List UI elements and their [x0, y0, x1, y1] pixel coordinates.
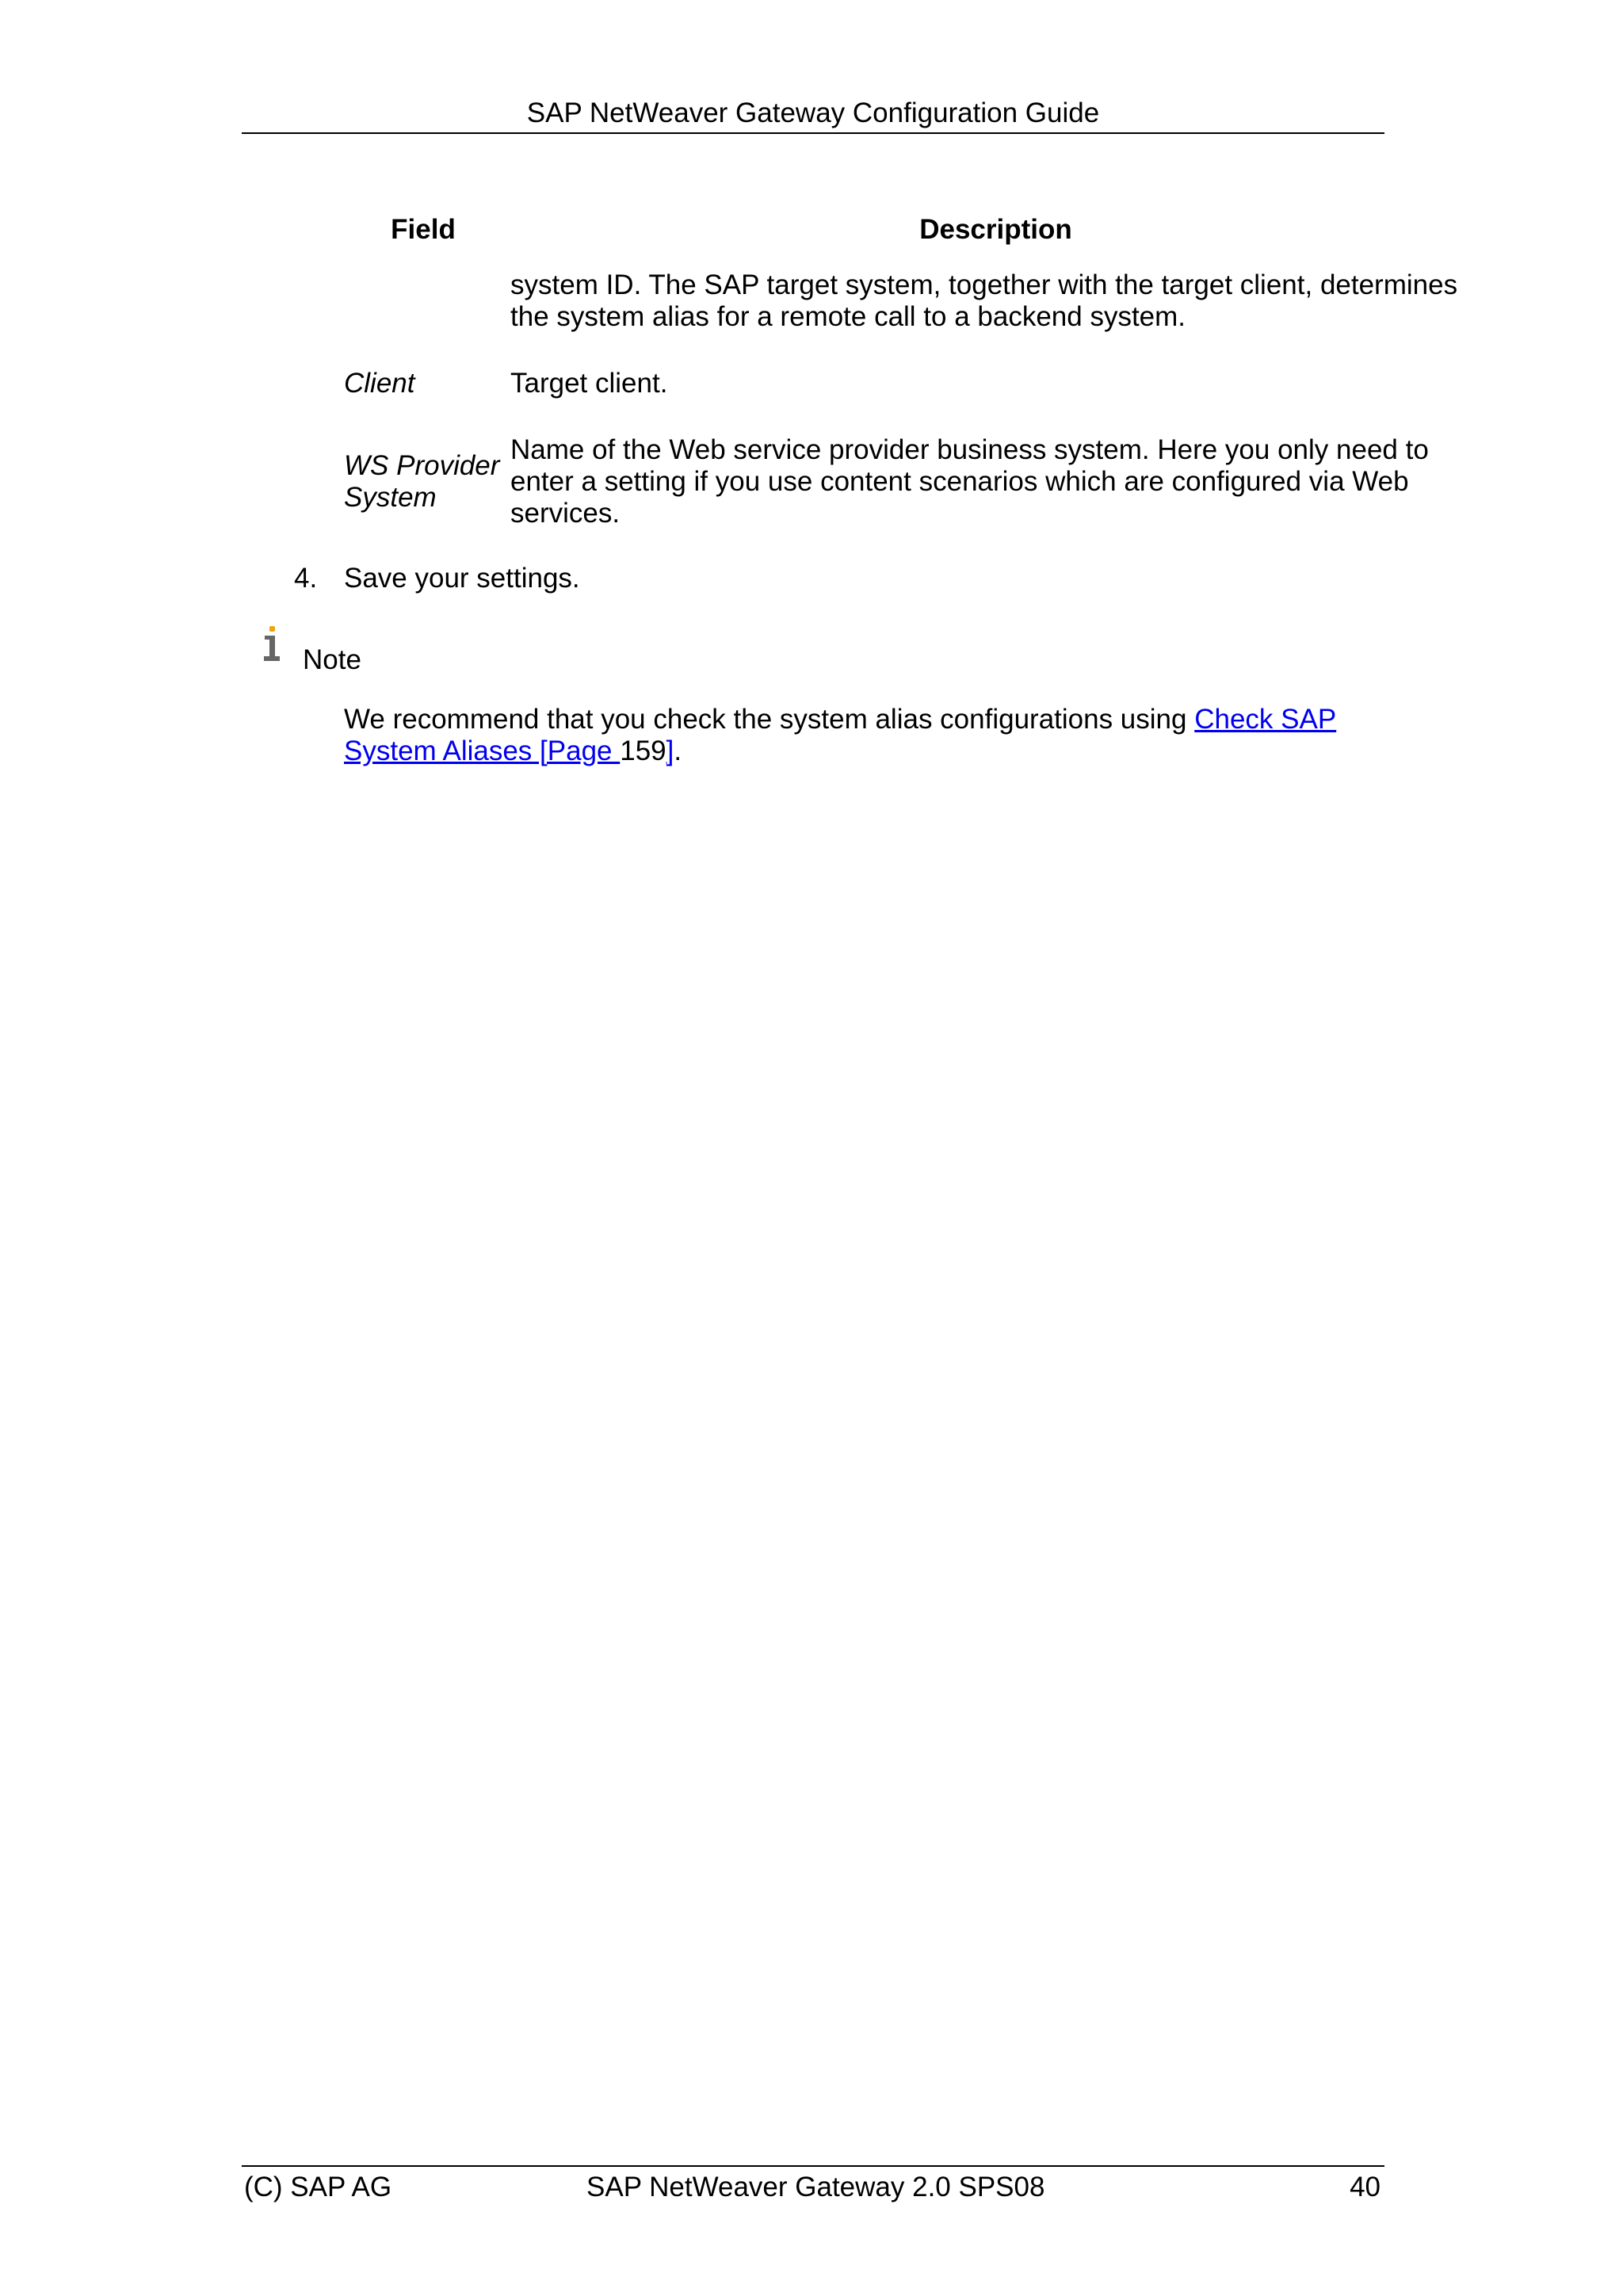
table-row-1-description: Target client.	[510, 368, 668, 399]
step-number: 4.	[294, 563, 318, 594]
info-icon	[260, 626, 284, 666]
table-row-2-field: WS Provider System	[344, 450, 500, 513]
note-text-before: We recommend that you check the system alias configurations using	[344, 704, 1195, 735]
table-header-description: Description	[919, 214, 1072, 245]
table-row-1-field: Client	[344, 368, 415, 399]
step-text: Save your settings.	[344, 563, 580, 594]
footer-copyright: (C) SAP AG	[244, 2172, 392, 2202]
footer-page-number: 40	[1350, 2172, 1381, 2202]
note-text-after: .	[674, 735, 682, 766]
link-close-bracket[interactable]: ]	[666, 735, 674, 766]
footer-rule	[242, 2165, 1384, 2167]
check-system-aliases-link[interactable]: Check SAP System Aliases [Page	[344, 704, 1337, 766]
table-header-field: Field	[391, 214, 456, 245]
note-title: Note	[303, 644, 361, 675]
page-header-title: SAP NetWeaver Gateway Configuration Guide	[526, 97, 1100, 128]
table-row-0-description: system ID. The SAP target system, together with the target client, determines the system alias for a remote call to a backend system.	[510, 269, 1458, 332]
footer-product: SAP NetWeaver Gateway 2.0 SPS08	[586, 2172, 1045, 2202]
header-rule	[242, 132, 1384, 134]
page-reference: 159	[620, 735, 666, 766]
table-row-2-description: Name of the Web service provider business system. Here you only need to enter a setting if you use content scenarios which are configured via Web services.	[510, 434, 1429, 529]
note-body	[344, 704, 1406, 767]
